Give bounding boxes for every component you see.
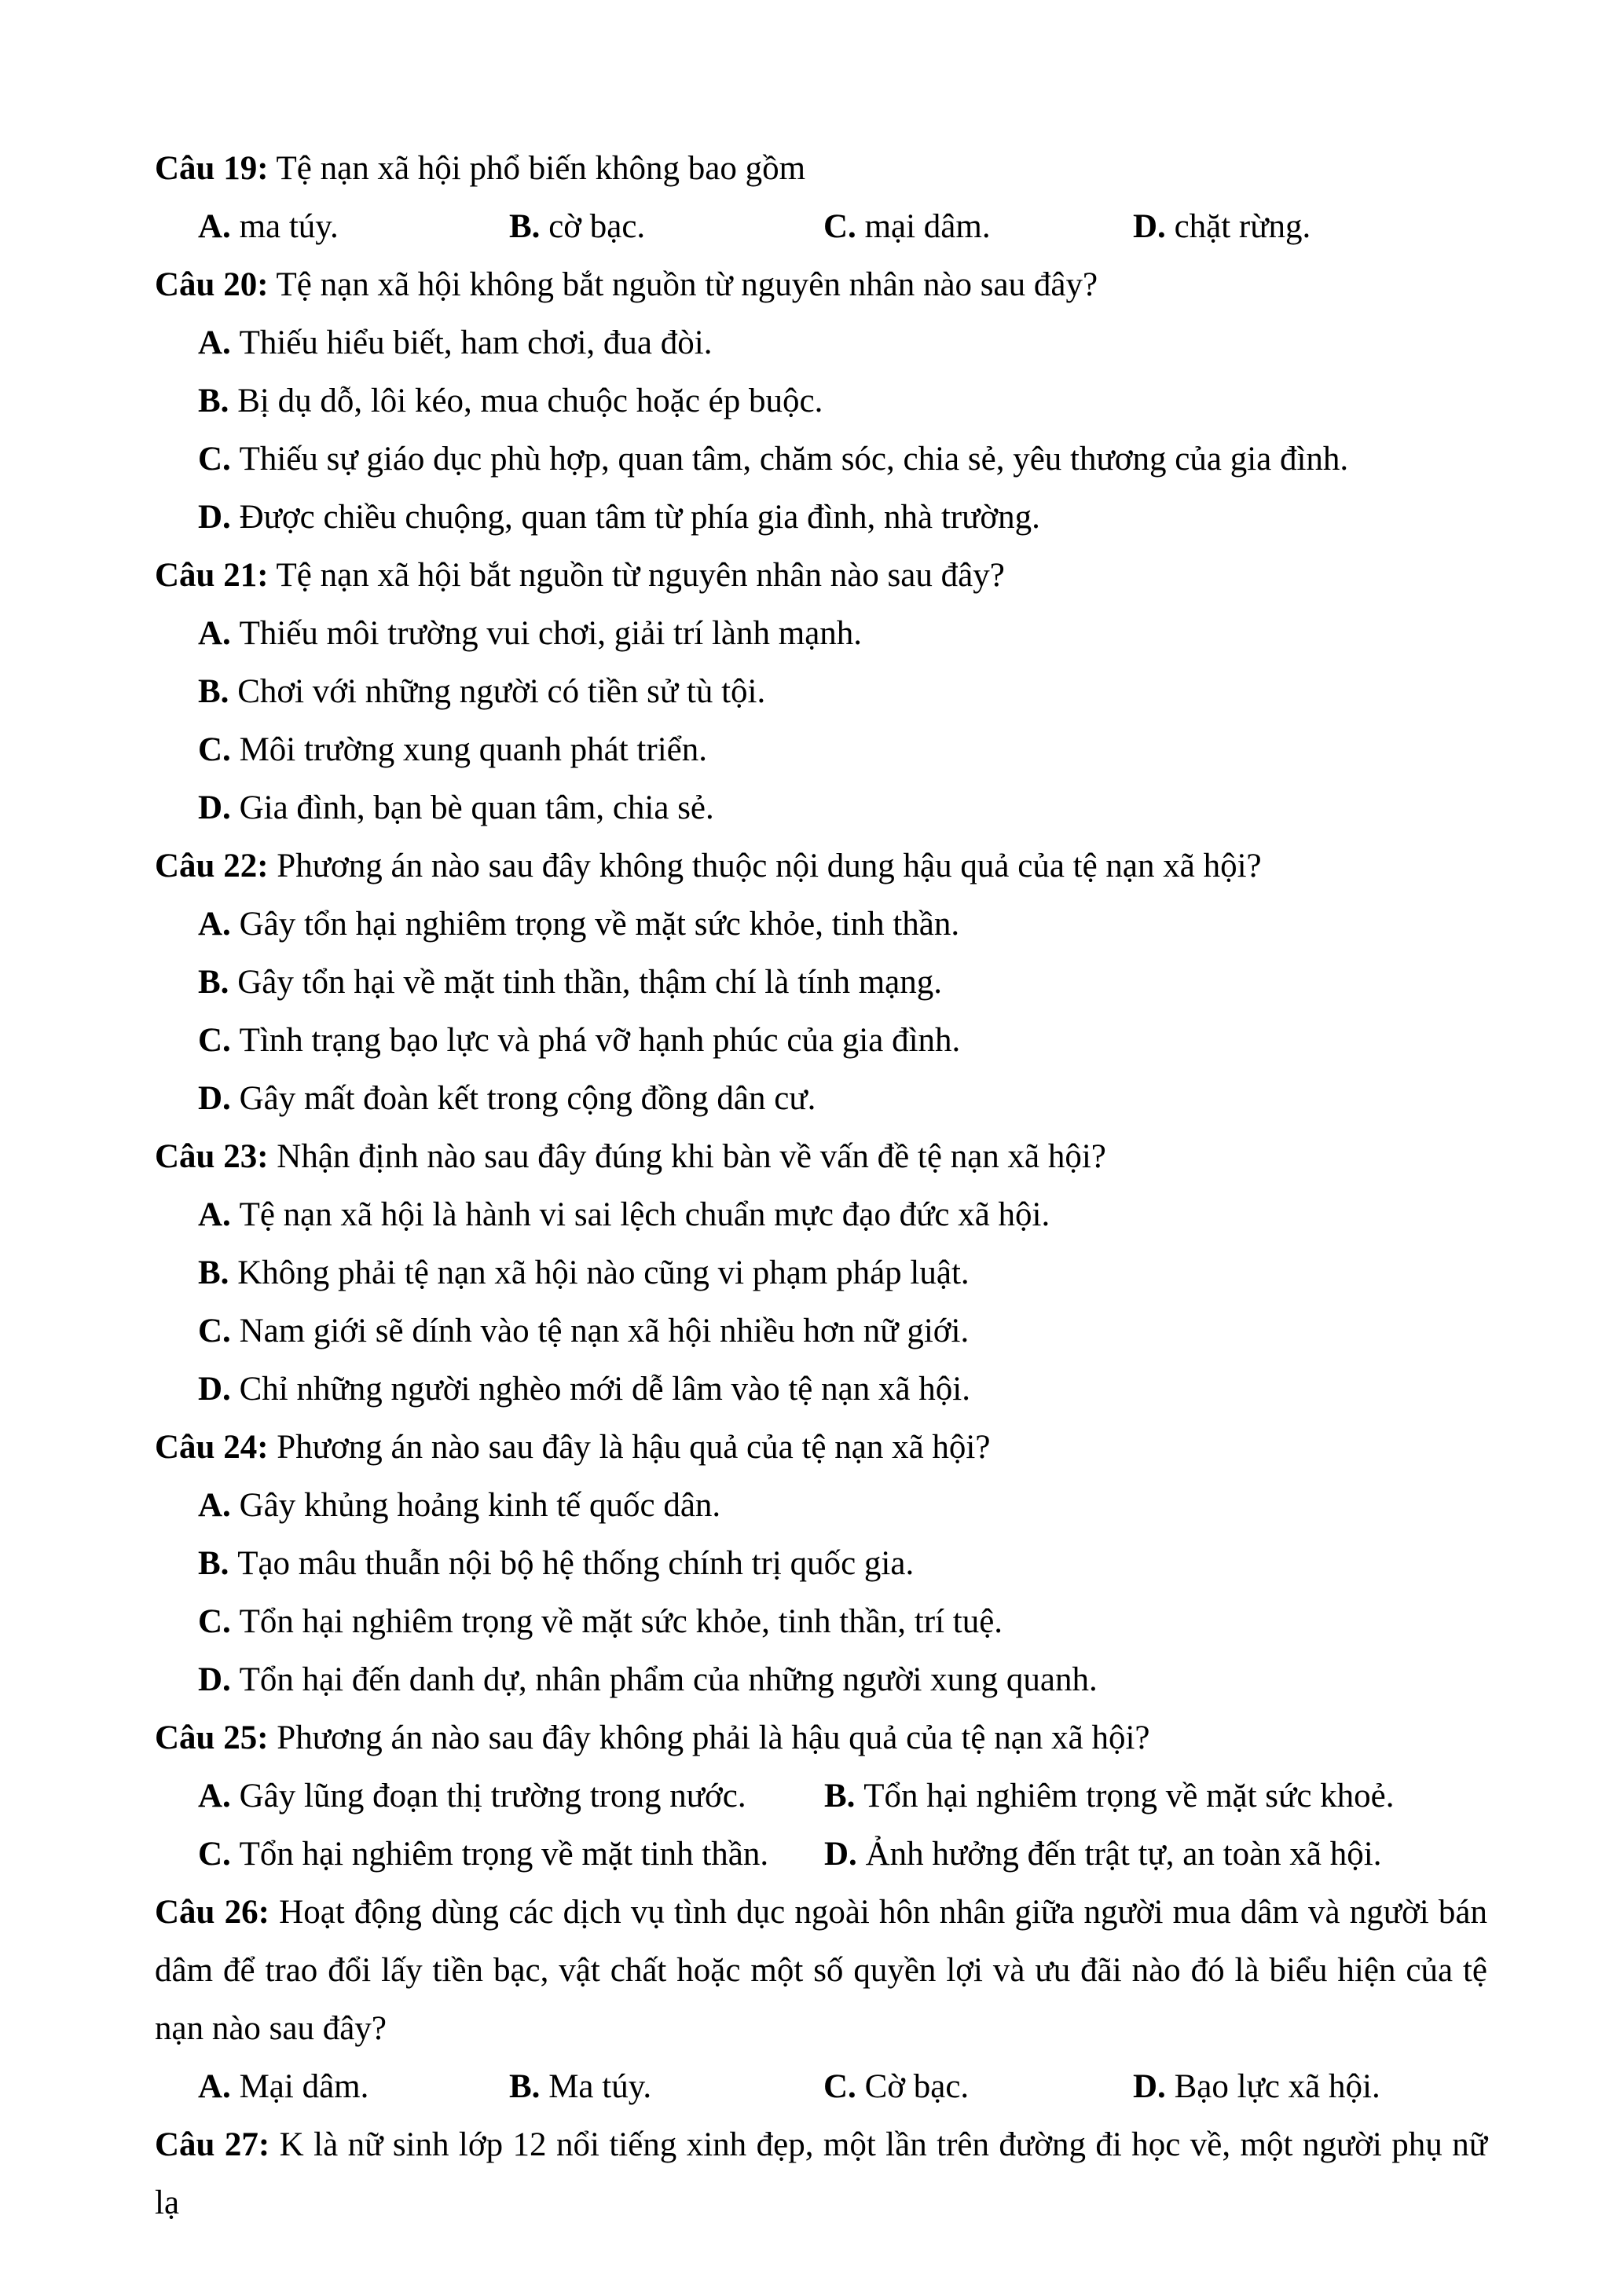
question-text-line: [155, 140, 1487, 198]
option-letter: D.: [198, 1080, 231, 1117]
option-a: [198, 1767, 824, 1825]
option-c: [198, 1302, 1487, 1360]
option-letter: C.: [198, 1313, 231, 1349]
option-letter: A.: [198, 615, 231, 652]
option-text: Tổn hại nghiêm trọng về mặt sức khoẻ.: [863, 1778, 1395, 1814]
option-text: Được chiều chuộng, quan tâm từ phía gia đình, nhà trường.: [239, 499, 1040, 536]
option-c: [198, 430, 1487, 489]
question-text-line: [155, 837, 1487, 895]
option-c: [823, 198, 1133, 256]
option-text: Môi trường xung quanh phát triển.: [239, 731, 707, 768]
document-body: [155, 140, 1487, 2232]
option-c: [198, 1825, 824, 1884]
option-text: Tệ nạn xã hội là hành vi sai lệch chuẩn mực đạo đức xã hội.: [239, 1196, 1050, 1233]
option-c: [198, 1012, 1487, 1070]
option-text: Tổn hại nghiêm trọng về mặt tinh thần.: [239, 1836, 769, 1873]
question-text: Tệ nạn xã hội không bắt nguồn từ nguyên nhân nào sau đây?: [276, 266, 1098, 303]
option-letter: B.: [198, 1254, 229, 1291]
option-b: [509, 198, 823, 256]
option-text: Tạo mâu thuẫn nội bộ hệ thống chính trị quốc gia.: [237, 1545, 915, 1582]
option-d: [1133, 2058, 1487, 2116]
option-text: Gây khủng hoảng kinh tế quốc dân.: [239, 1487, 721, 1524]
question-block: [155, 1128, 1487, 1419]
option-b: [198, 1244, 1487, 1302]
option-b: [509, 2058, 823, 2116]
option-letter: A.: [198, 1778, 231, 1814]
options: [155, 1477, 1487, 1709]
question-text-line: [155, 1128, 1487, 1186]
question-text: Phương án nào sau đây là hậu quả của tệ nạn xã hội?: [277, 1429, 991, 1466]
option-letter: C.: [198, 1603, 231, 1640]
option-letter: C.: [823, 2068, 856, 2105]
option-text: Tổn hại nghiêm trọng về mặt sức khỏe, tinh thần, trí tuệ.: [239, 1603, 1003, 1640]
option-letter: C.: [198, 441, 231, 478]
question-text-line: [155, 256, 1487, 314]
options: [155, 198, 1487, 256]
question-number: Câu 22:: [155, 848, 269, 884]
option-text: Không phải tệ nạn xã hội nào cũng vi phạm pháp luật.: [237, 1254, 970, 1291]
option-b: [824, 1767, 1487, 1825]
option-text: Thiếu hiểu biết, ham chơi, đua đòi.: [239, 324, 713, 361]
question-text: Hoạt động dùng các dịch vụ tình dục ngoài hôn nhân giữa người mua dâm và người bán dâm để trao đổi lấy tiền bạc, vật chất hoặc một số quyền lợi và ưu đãi nào đó là biểu hiện của tệ nạn nào sau đây?: [155, 1894, 1488, 2047]
option-b: [198, 954, 1487, 1012]
question-block: [155, 1419, 1487, 1709]
question-text-line: [155, 1884, 1487, 2058]
option-text: Cờ bạc.: [864, 2068, 970, 2105]
question-text-line: [155, 1709, 1487, 1767]
option-text: Gây tổn hại về mặt tinh thần, thậm chí là tính mạng.: [237, 964, 943, 1001]
question-number: Câu 20:: [155, 266, 269, 303]
option-c: [198, 721, 1487, 779]
option-letter: D.: [198, 1371, 231, 1408]
option-a: [198, 2058, 509, 2116]
question-block: [155, 1709, 1487, 1884]
option-letter: D.: [198, 499, 231, 536]
option-text: chặt rừng.: [1174, 208, 1311, 245]
option-a: [198, 895, 1487, 954]
option-letter: A.: [198, 324, 231, 361]
question-text: K là nữ sinh lớp 12 nổi tiếng xinh đẹp, một lần trên đường đi học về, một người phụ nữ lạ: [155, 2126, 1487, 2221]
option-text: mại dâm.: [864, 208, 991, 245]
option-letter: D.: [198, 1661, 231, 1698]
option-a: [198, 314, 1487, 372]
option-a: [198, 1186, 1487, 1244]
question-text-line: [155, 2116, 1487, 2232]
option-d: [1133, 198, 1487, 256]
question-block: [155, 256, 1487, 547]
option-letter: C.: [198, 731, 231, 768]
option-text: Bạo lực xã hội.: [1174, 2068, 1380, 2105]
options: [155, 1767, 1487, 1884]
option-a: [198, 198, 509, 256]
options: [155, 895, 1487, 1128]
option-d: [198, 1070, 1487, 1128]
option-text: Thiếu môi trường vui chơi, giải trí lành mạnh.: [239, 615, 863, 652]
question-block: [155, 140, 1487, 256]
option-d: [198, 1360, 1487, 1419]
option-d: [198, 1651, 1487, 1709]
question-number: Câu 24:: [155, 1429, 269, 1466]
question-block: [155, 547, 1487, 837]
option-b: [198, 372, 1487, 430]
question-text: Phương án nào sau đây không phải là hậu quả của tệ nạn xã hội?: [277, 1719, 1150, 1756]
question-block: [155, 2116, 1487, 2232]
options: [155, 314, 1487, 547]
option-letter: A.: [198, 208, 231, 245]
question-number: Câu 25:: [155, 1719, 269, 1756]
options: [155, 2058, 1487, 2116]
option-text: Gây lũng đoạn thị trường trong nước.: [239, 1778, 746, 1814]
question-number: Câu 21:: [155, 557, 269, 594]
question-text: Tệ nạn xã hội bắt nguồn từ nguyên nhân nào sau đây?: [276, 557, 1005, 594]
option-letter: D.: [824, 1836, 857, 1873]
option-text: cờ bạc.: [548, 208, 646, 245]
option-letter: B.: [509, 2068, 541, 2105]
option-d: [198, 779, 1487, 837]
question-number: Câu 19:: [155, 150, 269, 187]
option-letter: B.: [198, 1545, 229, 1582]
option-text: Gây mất đoàn kết trong cộng đồng dân cư.: [239, 1080, 816, 1117]
option-b: [198, 663, 1487, 721]
option-text: Chỉ những người nghèo mới dễ lâm vào tệ nạn xã hội.: [239, 1371, 971, 1408]
option-a: [198, 1477, 1487, 1535]
option-letter: D.: [1133, 2068, 1166, 2105]
option-letter: B.: [824, 1778, 856, 1814]
option-text: Tình trạng bạo lực và phá vỡ hạnh phúc của gia đình.: [239, 1022, 961, 1059]
option-text: Gia đình, bạn bè quan tâm, chia sẻ.: [239, 789, 714, 826]
question-text: Tệ nạn xã hội phổ biến không bao gồm: [276, 150, 806, 187]
question-number: Câu 26:: [155, 1894, 269, 1931]
options: [155, 605, 1487, 837]
option-b: [198, 1535, 1487, 1593]
question-number: Câu 23:: [155, 1138, 269, 1175]
option-letter: D.: [1133, 208, 1166, 245]
option-letter: A.: [198, 906, 231, 943]
options: [155, 1186, 1487, 1419]
option-letter: A.: [198, 1487, 231, 1524]
option-text: Ảnh hưởng đến trật tự, an toàn xã hội.: [865, 1836, 1382, 1873]
option-letter: C.: [198, 1022, 231, 1059]
option-text: Chơi với những người có tiền sử tù tội.: [237, 673, 766, 710]
option-d: [824, 1825, 1487, 1884]
option-text: Mại dâm.: [239, 2068, 369, 2105]
option-text: Tổn hại đến danh dự, nhân phẩm của những người xung quanh.: [239, 1661, 1098, 1698]
option-text: Bị dụ dỗ, lôi kéo, mua chuộc hoặc ép buộc.: [237, 383, 823, 419]
option-d: [198, 489, 1487, 547]
option-letter: C.: [198, 1836, 231, 1873]
option-letter: B.: [198, 673, 229, 710]
question-text-line: [155, 547, 1487, 605]
option-c: [198, 1593, 1487, 1651]
question-block: [155, 1884, 1487, 2116]
option-text: ma túy.: [239, 208, 339, 245]
option-text: Nam giới sẽ dính vào tệ nạn xã hội nhiều hơn nữ giới.: [239, 1313, 970, 1349]
option-text: Thiếu sự giáo dục phù hợp, quan tâm, chăm sóc, chia sẻ, yêu thương của gia đình.: [239, 441, 1349, 478]
option-letter: A.: [198, 2068, 231, 2105]
option-letter: B.: [509, 208, 541, 245]
question-text: Nhận định nào sau đây đúng khi bàn về vấn đề tệ nạn xã hội?: [277, 1138, 1106, 1175]
option-letter: D.: [198, 789, 231, 826]
question-block: [155, 837, 1487, 1128]
option-text: Gây tổn hại nghiêm trọng về mặt sức khỏe, tinh thần.: [239, 906, 960, 943]
question-text-line: [155, 1419, 1487, 1477]
option-c: [823, 2058, 1133, 2116]
option-letter: B.: [198, 964, 229, 1001]
option-letter: A.: [198, 1196, 231, 1233]
option-letter: C.: [823, 208, 856, 245]
option-letter: B.: [198, 383, 229, 419]
question-number: Câu 27:: [155, 2126, 270, 2163]
option-text: Ma túy.: [548, 2068, 652, 2105]
option-a: [198, 605, 1487, 663]
question-text: Phương án nào sau đây không thuộc nội dung hậu quả của tệ nạn xã hội?: [277, 848, 1262, 884]
